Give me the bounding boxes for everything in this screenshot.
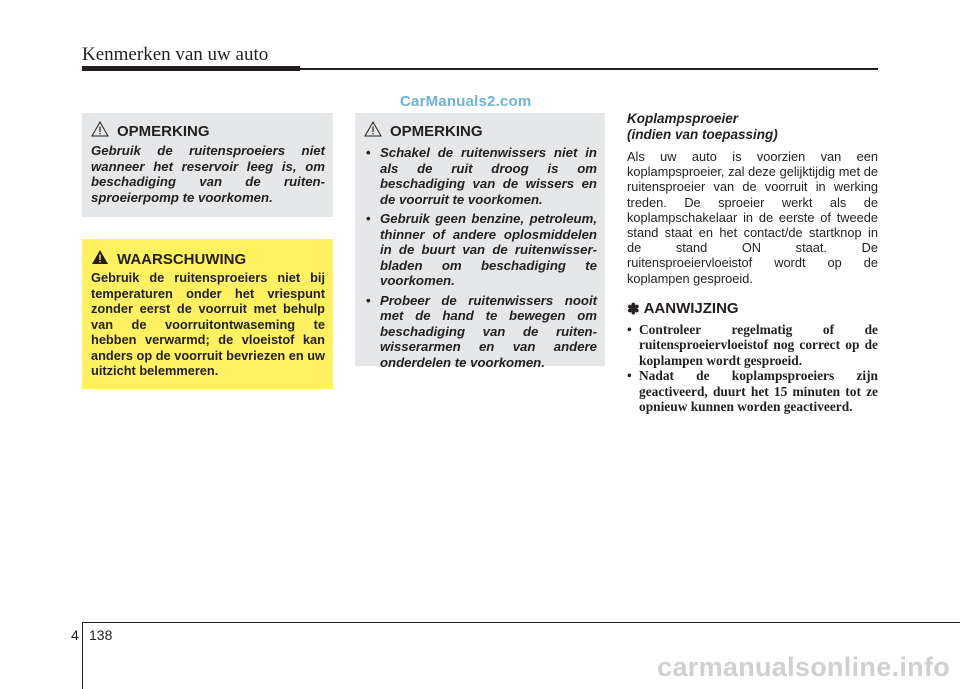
header-rule-thick [82, 66, 300, 71]
notice-header [627, 300, 878, 318]
caution-triangle-icon [91, 121, 109, 141]
warning-box [82, 239, 333, 389]
list-item: • Nadat de koplampsproeiers zijn geactiveerd, duurt het 15 minuten tot ze opnieuw kunnen worden geactiveerd. [627, 368, 878, 415]
note-list [364, 145, 597, 370]
note-box-pump [82, 113, 333, 217]
chapter-number: 4 [71, 627, 79, 643]
section-title: Koplampsproeier [627, 111, 739, 126]
warning-header [91, 249, 325, 269]
watermark-top: CarManuals2.com [400, 93, 532, 110]
note-title: OPMERKING [390, 122, 483, 140]
note-header [91, 121, 325, 141]
list-item: • Gebruik geen benzine, petroleum, thinner of andere oplosmiddelen in de buurt van de ruitenwisser-bladen om beschadiging te voorkomen. [364, 211, 597, 289]
headlamp-washer-section [627, 111, 878, 415]
caution-triangle-icon [364, 121, 382, 141]
notice-list [627, 322, 878, 415]
section-subtitle: (indien van toepassing) [627, 127, 778, 142]
note-title: OPMERKING [117, 122, 210, 140]
watermark-bottom: carmanualsonline.info [657, 652, 950, 682]
notice-title: AANWIJZING [643, 300, 739, 318]
list-item: • Schakel de ruitenwissers niet in als de ruit droog is om beschadiging van de wissers en de voorruit te voorkomen. [364, 145, 597, 207]
note-text: Gebruik de ruitensproeiers niet wanneer het reservoir leeg is, om beschadiging van de ruiten-sproeierpomp te voorkomen. [91, 143, 325, 205]
note-box-wipers [355, 113, 605, 370]
footer-rule [82, 622, 960, 623]
warning-text: Gebruik de ruitensproeiers niet bij temperaturen onder het vriespunt zonder eerst de voorruit met behulp van de voorruitontwaseming te hebben verwarmd; de vloeistof kan anders op de voorruit bevriezen en uw uitzicht belemmeren. [91, 270, 325, 378]
note-header [364, 121, 597, 141]
page-header-title: Kenmerken van uw auto [82, 44, 269, 65]
notice-asterisk-icon: ✽ [627, 300, 640, 318]
footer-divider [82, 622, 83, 689]
section-body: Als uw auto is voorzien van een koplampsproeier, zal deze gelijktijdig met de ruitensproeier van de voorruit in werking treden. De sproeier werkt als de koplampschakelaar in de eerste of tweede stand staat en het contact/de startknop in de stand ON staat. De ruitensproeiervloeistof wordt op de koplampen gesproeid. [627, 149, 878, 286]
page-number: 138 [89, 627, 113, 643]
warning-triangle-icon [91, 249, 109, 269]
warning-title: WAARSCHUWING [117, 250, 247, 268]
list-item: • Probeer de ruitenwissers nooit met de hand te bewegen om beschadiging van de ruiten-wisserarmen en van andere onderdelen te voorkomen. [364, 293, 597, 371]
list-item: • Controleer regelmatig of de ruitensproeiervloeistof nog correct op de koplampen wordt gesproeid. [627, 322, 878, 369]
header-rule-thin [300, 68, 878, 70]
